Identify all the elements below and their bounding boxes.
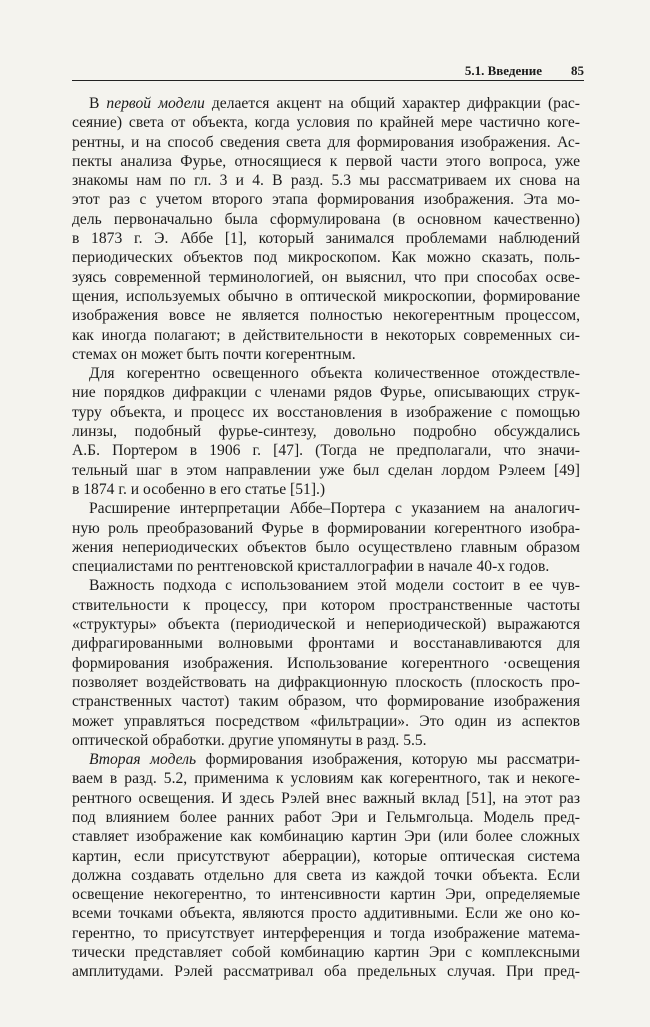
text-line [72, 904, 580, 923]
text-line [72, 229, 580, 248]
text-line [72, 152, 580, 171]
text-line [72, 210, 580, 229]
text-run: жения непериодических объектов было осуществлено главным образом [72, 538, 580, 556]
text-run: формирования изображения. Использование когерентного ·освещения [72, 654, 580, 672]
text-run: «структуры» объекта (периодической и непериодической) выражаются [72, 616, 580, 634]
text-run: этот раз с учетом второго этапа формирования изображения. Эта мо- [72, 191, 580, 209]
text-run: под влиянием более ранних работ Эри и Гельмгольца. Модель пред- [72, 808, 580, 826]
text-run: щения, используемых обычно в оптической микроскопии, формирование [72, 287, 580, 305]
text-line [72, 866, 580, 885]
text-line [72, 654, 580, 673]
text-line [72, 519, 580, 538]
text-run: линзы, подобный фурье-синтезу, довольно подробно обсуждались [72, 423, 580, 441]
text-line [72, 326, 580, 345]
text-run: рентны, и на способ сведения света для формирования изображения. Ас- [72, 133, 580, 151]
text-run: позволяет воздействовать на дифракционную плоскость (плоскость про- [72, 673, 580, 691]
text-line [72, 538, 580, 557]
text-line [72, 789, 580, 808]
text-line [72, 364, 580, 383]
text-run: делается акцент на общий характер дифракции (рас- [204, 95, 580, 112]
text-line [72, 383, 580, 402]
text-line [72, 171, 580, 190]
text-run: Важность подхода с использованием этой модели состоит в ее чув- [89, 577, 580, 595]
text-line [72, 306, 580, 325]
text-run: сеяние) света от объекта, когда условия по крайней мере частично коге- [72, 114, 580, 132]
text-run: ваем в разд. 5.2, применима к условиям как когерентного, так и некоге- [72, 770, 580, 788]
text-line [72, 461, 580, 480]
text-run: дель первоначально была сформулирована (в основном качественно) [72, 210, 580, 228]
text-run: зуясь современной терминологией, он выяснил, что при способах осве- [72, 268, 580, 286]
text-run: должна создавать отдельно для света из каждой точки объекта. Если [72, 866, 580, 884]
text-run: Расширение интерпретации Аббе–Портера с указанием на аналогич- [89, 500, 580, 518]
text-line [72, 769, 580, 788]
text-line [72, 133, 580, 152]
text-run: рентного освещения. И здесь Рэлей внес важный вклад [51], на этот раз [72, 789, 580, 807]
body-text [72, 94, 580, 982]
text-line [72, 480, 580, 499]
text-run: ствительности к процессу, при котором пространственные частоты [72, 596, 580, 614]
text-line [72, 557, 580, 576]
text-run: дифрагированными волновыми фронтами и восстанавливаются для [72, 635, 580, 653]
text-line [72, 499, 580, 518]
text-run: В [89, 95, 107, 112]
text-run: изображения вовсе не является полностью некогерентным процессом, [72, 307, 580, 325]
text-run: стемах он может быть почти когерентным. [72, 345, 356, 363]
text-line [72, 634, 580, 653]
text-run: может управляться посредством «фильтрации». Это один из аспектов [72, 712, 580, 730]
text-line [72, 615, 580, 634]
text-line [72, 673, 580, 692]
text-line [72, 345, 580, 364]
text-line [72, 750, 580, 769]
text-run: Для когерентно освещенного объекта количественное отождествле- [89, 365, 580, 383]
text-line [72, 113, 580, 132]
text-line [72, 190, 580, 209]
italic-term: первой модели [106, 95, 205, 112]
text-run: в 1873 г. Э. Аббе [1], который занимался проблемами наблюдений [72, 230, 580, 248]
text-run: как иногда полагают; в действительности в некоторых современных си- [72, 326, 580, 344]
text-line [72, 885, 580, 904]
text-run: пекты анализа Фурье, относящиеся к первой части этого вопроса, уже [72, 152, 580, 170]
text-run: оптической обработки. другие упомянуты в разд. 5.5. [72, 731, 427, 749]
text-run: в 1874 г. и особенно в его статье [51].) [72, 480, 326, 498]
text-run: ние порядков дифракции с членами рядов Фурье, описывающих струк- [72, 384, 580, 402]
text-line [72, 962, 580, 981]
text-line [72, 731, 580, 750]
text-line [72, 441, 580, 460]
text-run: специалистами по рентгеновской кристаллографии в начале 40-х годов. [72, 558, 550, 576]
text-line [72, 403, 580, 422]
text-line [72, 847, 580, 866]
page-number: 85 [571, 63, 584, 78]
text-run: тельный шаг в этом направлении уже был сделан лордом Рэлеем [49] [72, 461, 580, 479]
text-line [72, 808, 580, 827]
text-line [72, 94, 580, 113]
text-line [72, 712, 580, 731]
text-line [72, 596, 580, 615]
text-run: туру объекта, и процесс их восстановления в изображение с помощью [72, 403, 580, 421]
text-run: тически представляет собой комбинацию картин Эри с комплексными [72, 944, 580, 962]
text-line [72, 268, 580, 287]
section-title: 5.1. Введение [464, 63, 542, 78]
text-run: освещение некогерентно, то интенсивности картин Эри, определяемые [72, 886, 580, 904]
text-line [72, 248, 580, 267]
italic-term: Вторая модель [89, 751, 197, 769]
text-run: странственных частот) таким образом, что формирование изображения [72, 693, 580, 711]
text-line [72, 422, 580, 441]
text-run: амплитудами. Рэлей рассматривал оба предельных случая. При пред- [72, 963, 580, 981]
text-line [72, 692, 580, 711]
text-line [72, 943, 580, 962]
running-header [72, 62, 584, 81]
text-run: формирования изображения, которую мы рассматри- [196, 751, 580, 769]
text-line [72, 827, 580, 846]
text-run: картин, если присутствуют аберрации), которые оптическая система [72, 847, 580, 865]
text-run: ставляет изображение как комбинацию картин Эри (или более сложных [72, 828, 580, 846]
text-run: всеми точками объекта, являются просто аддитивными. Если же оно ко- [72, 905, 580, 923]
text-line [72, 287, 580, 306]
text-line [72, 576, 580, 595]
text-run: периодических объектов под микроскопом. Как можно сказать, поль- [72, 249, 580, 267]
text-run: знакомы нам по гл. 3 и 4. В разд. 5.3 мы рассматриваем их снова на [72, 172, 580, 190]
text-line [72, 924, 580, 943]
text-run: ную роль преобразований Фурье в формировании когерентного изобра- [72, 519, 580, 537]
text-run: А.Б. Портером в 1906 г. [47]. (Тогда не предполагали, что значи- [72, 442, 580, 460]
text-run: герентно, то присутствует интерференция и тогда изображение матема- [72, 924, 580, 942]
